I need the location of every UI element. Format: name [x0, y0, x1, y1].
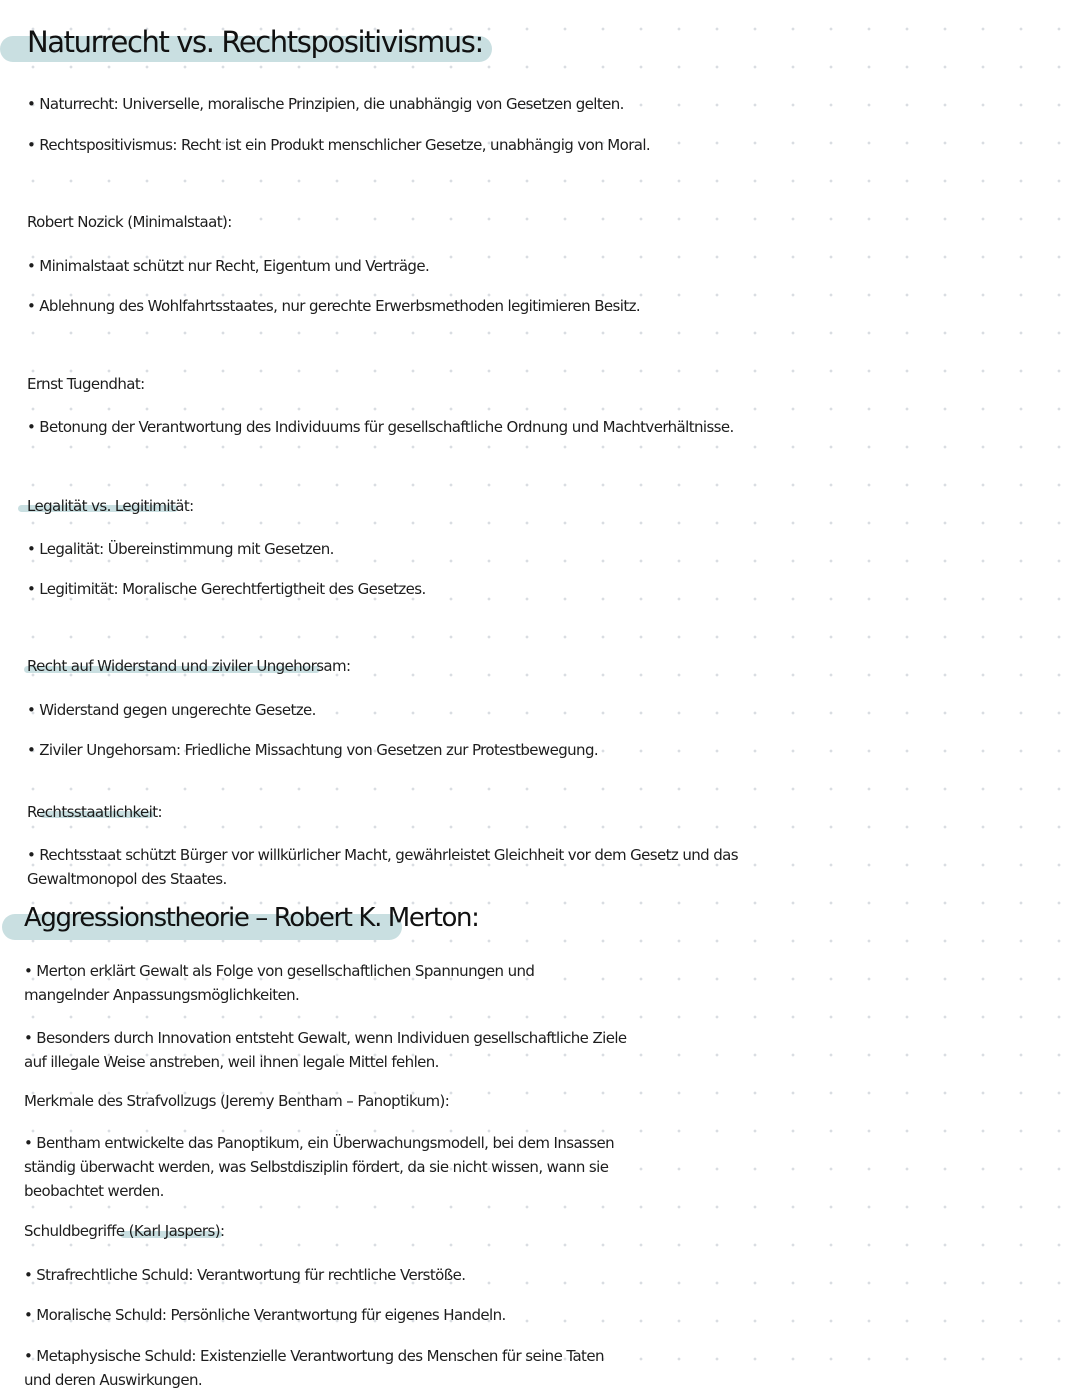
bullet-rechtsstaat-1: • Rechtsstaat schützt Bürger vor willkürlicher Macht, gewährleistet Gleichheit vor dem Gesetz und das Gewaltmonopol des Staates.	[27, 846, 738, 888]
section-title-aggression: Aggressionstheorie – Robert K. Merton:	[24, 903, 479, 933]
subheading-strafvollzug: Merkmale des Strafvollzugs (Jeremy Bentham – Panoptikum):	[24, 1092, 450, 1110]
bullet-legalitaet-1: • Legalität: Übereinstimmung mit Gesetzen.	[27, 540, 334, 558]
section-title-naturrecht: Naturrecht vs. Rechtspositivismus:	[27, 25, 483, 59]
bullet-nozick-2: • Ablehnung des Wohlfahrtsstaates, nur gerechte Erwerbsmethoden legitimieren Besitz.	[27, 297, 641, 315]
subheading-widerstand: Recht auf Widerstand und ziviler Ungehorsam:	[27, 657, 351, 675]
bullet-schuld-3: • Metaphysische Schuld: Existenzielle Verantwortung des Menschen für seine Taten und deren Auswirkungen.	[24, 1347, 604, 1389]
bullet-aggression-1: • Merton erklärt Gewalt als Folge von gesellschaftlichen Spannungen und mangelnder Anpassungsmöglichkeiten.	[24, 962, 535, 1004]
bullet-widerstand-2: • Ziviler Ungehorsam: Friedliche Missachtung von Gesetzen zur Protestbewegung.	[27, 741, 599, 759]
subheading-nozick: Robert Nozick (Minimalstaat):	[27, 213, 232, 231]
bullet-schuld-1: • Strafrechtliche Schuld: Verantwortung für rechtliche Verstöße.	[24, 1266, 466, 1284]
subheading-tugendhat: Ernst Tugendhat:	[27, 375, 145, 393]
subheading-rechtsstaat: Rechtsstaatlichkeit:	[27, 803, 162, 821]
bullet-widerstand-1: • Widerstand gegen ungerechte Gesetze.	[27, 701, 316, 719]
bullet-aggression-2: • Besonders durch Innovation entsteht Gewalt, wenn Individuen gesellschaftliche Ziele auf illegale Weise anstreben, weil ihnen legale Mittel fehlen.	[24, 1029, 627, 1071]
subheading-schuld: Schuldbegriffe (Karl Jaspers):	[24, 1222, 225, 1240]
subheading-legalitaet: Legalität vs. Legitimität:	[27, 497, 194, 515]
bullet-legalitaet-2: • Legitimität: Moralische Gerechtfertigtheit des Gesetzes.	[27, 580, 426, 598]
bullet-tugendhat-1: • Betonung der Verantwortung des Individuums für gesellschaftliche Ordnung und Machtverhältnisse.	[27, 418, 734, 436]
bullet-naturrecht-2: • Rechtspositivismus: Recht ist ein Produkt menschlicher Gesetze, unabhängig von Moral.	[27, 136, 651, 154]
bullet-strafvollzug-1: • Bentham entwickelte das Panoptikum, ein Überwachungsmodell, bei dem Insassen ständig überwacht werden, was Selbstdisziplin fördert, da sie nicht wissen, wann sie beobachtet werden.	[24, 1134, 615, 1200]
bullet-naturrecht-1: • Naturrecht: Universelle, moralische Prinzipien, die unabhängig von Gesetzen gelten.	[27, 95, 624, 113]
bullet-schuld-2: • Moralische Schuld: Persönliche Verantwortung für eigenes Handeln.	[24, 1306, 506, 1324]
bullet-nozick-1: • Minimalstaat schützt nur Recht, Eigentum und Verträge.	[27, 257, 430, 275]
